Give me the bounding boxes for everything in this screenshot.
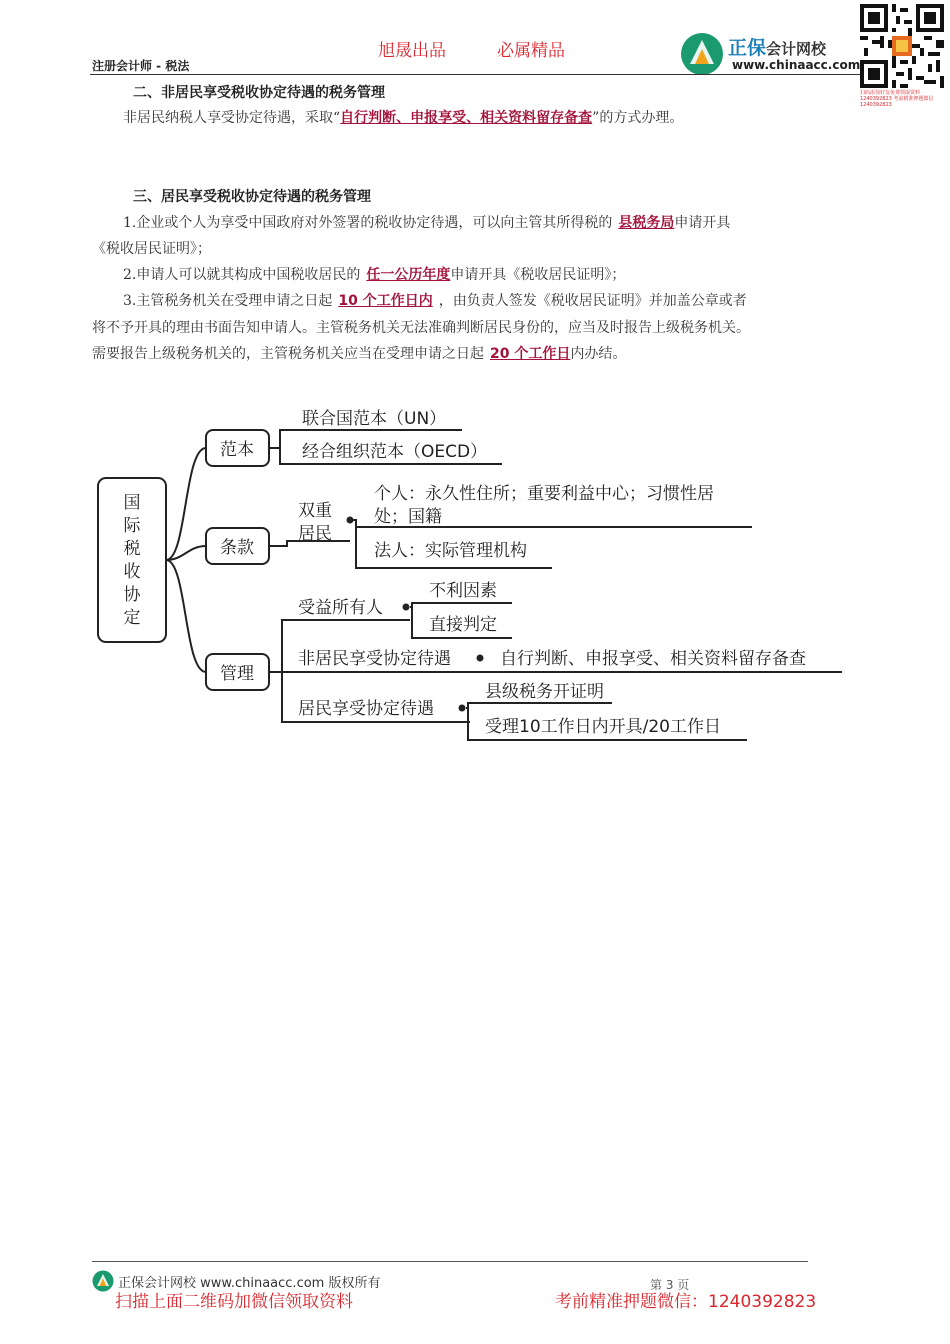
resident-item-county: 县级税务开证明 — [485, 682, 604, 702]
mindmap-diagram — [92, 400, 852, 750]
branch2-person-line1: 个人：永久性住所；重要利益中心；习惯性居 — [374, 484, 714, 504]
footer-page-number: 第 3 页 — [650, 1278, 690, 1292]
item2-text-before: 2.申请人可以就其构成中国税收居民的 — [123, 267, 361, 283]
logo-title — [728, 33, 826, 60]
item3-highlight: 10 个工作日内 — [338, 293, 433, 309]
section2-text-before: 非居民纳税人享受协定待遇，采取“ — [123, 110, 341, 126]
section3-heading: 三、居民享受税收协定待遇的税务管理 — [133, 189, 371, 205]
branch2-sub-label-1: 双重 — [298, 501, 332, 521]
section2-paragraph — [123, 107, 683, 127]
footer-divider — [92, 1261, 808, 1262]
edge-root-branch1 — [166, 448, 206, 560]
item1-text-before: 1.企业或个人为享受中国政府对外签署的税收协定待遇，可以向主管其所得税的 — [123, 215, 613, 231]
item2-text-after: 申请开具《税收居民证明》； — [450, 267, 626, 283]
branch3-nonresident-detail: 自行判断、申报享受、相关资料留存备查 — [500, 649, 806, 669]
chinaacc-logo-icon — [680, 32, 724, 76]
section2-text-after: ”的方式办理。 — [592, 110, 684, 126]
edge-resident-county — [466, 703, 612, 708]
branch3-beneficial-owner: 受益所有人 — [298, 598, 383, 618]
edge-root-branch3 — [166, 560, 206, 672]
bo-item-unfavorable: 不利因素 — [429, 581, 497, 601]
branch2-corporate: 法人：实际管理机构 — [374, 541, 527, 561]
node-dot — [459, 705, 466, 712]
footer-promo-left: 扫描上面二维码加微信领取资料 — [115, 1292, 353, 1312]
qr-caption: 扫码添加好友免费领取资料 1240392823 考前精准押题微信 1240392823 — [860, 90, 934, 108]
branch1-label: 范本 — [220, 440, 254, 460]
edge-root-branch2 — [166, 546, 206, 560]
section3-item1-line2: 《税收居民证明》； — [92, 241, 211, 257]
footer-copyright: 正保会计网校 www.chinaacc.com 版权所有 — [118, 1276, 381, 1291]
item3-line3-highlight: 20 个工作日 — [490, 346, 571, 362]
node-dot — [347, 517, 354, 524]
item3-text-before: 3.主管税务机关在受理申请之日起 — [123, 293, 333, 309]
branch3-resident: 居民享受协定待遇 — [298, 699, 434, 719]
logo-url: www.chinaacc.com — [732, 58, 861, 72]
document-subject: 注册会计师 - 税法 — [92, 59, 190, 73]
branch1-item-oecd: 经合组织范本（OECD） — [302, 442, 488, 462]
item3-text-after: ，由负责人签发《税收居民证明》并加盖公章或者 — [438, 293, 747, 309]
section3-item3 — [123, 290, 747, 310]
root-char: 税 — [123, 539, 141, 559]
branch3-label: 管理 — [220, 664, 254, 684]
root-char: 定 — [123, 608, 141, 628]
item1-text-after: 申请开具 — [674, 215, 731, 231]
branch2-label: 条款 — [220, 538, 254, 558]
item2-highlight: 任一公历年度 — [366, 267, 451, 283]
item3-line3-before: 需要报告上级税务机关的，主管税务机关应当在受理申请之日起 — [92, 346, 484, 362]
header-slogan-right: 必属精品 — [497, 41, 565, 61]
node-dot — [477, 655, 484, 662]
section3-item2 — [123, 264, 625, 284]
qr-code-icon — [860, 4, 944, 88]
root-char: 协 — [123, 585, 141, 605]
branch1-item-un: 联合国范本（UN） — [302, 409, 447, 429]
edge-bo-unfavorable — [410, 603, 512, 607]
header-divider — [90, 74, 860, 75]
logo-subtitle: 会计网校 — [766, 40, 827, 58]
header-slogan-left: 旭晟出品 — [378, 41, 446, 61]
root-char: 国 — [123, 493, 141, 513]
section3-item3-line3 — [92, 343, 626, 363]
footer-promo-right: 考前精准押题微信：1240392823 — [555, 1292, 817, 1312]
branch3-nonresident: 非居民享受协定待遇 — [298, 649, 451, 669]
branch2-person-line2: 处；国籍 — [374, 507, 442, 527]
root-char: 际 — [123, 516, 141, 536]
item3-line3-after: 内办结。 — [570, 346, 627, 362]
section3-item1 — [123, 212, 730, 232]
section2-highlight: 自行判断、申报享受、相关资料留存备查 — [340, 110, 593, 126]
resident-item-deadline: 受理10工作日内开具/20工作日 — [485, 717, 721, 737]
bo-item-direct: 直接判定 — [429, 615, 497, 635]
logo-title-main: 正保 — [728, 37, 767, 59]
footer-logo-icon — [92, 1270, 114, 1292]
section2-heading: 二、非居民享受税收协定待遇的税务管理 — [133, 85, 385, 101]
section3-item3-line2: 将不予开具的理由书面告知申请人。主管税务机关无法准确判断居民身份的，应当及时报告上级税务机关。 — [92, 320, 750, 336]
node-dot — [403, 604, 410, 611]
root-char: 收 — [123, 562, 141, 582]
item1-highlight: 县税务局 — [618, 215, 675, 231]
branch2-sub-label-2: 居民 — [298, 524, 332, 544]
